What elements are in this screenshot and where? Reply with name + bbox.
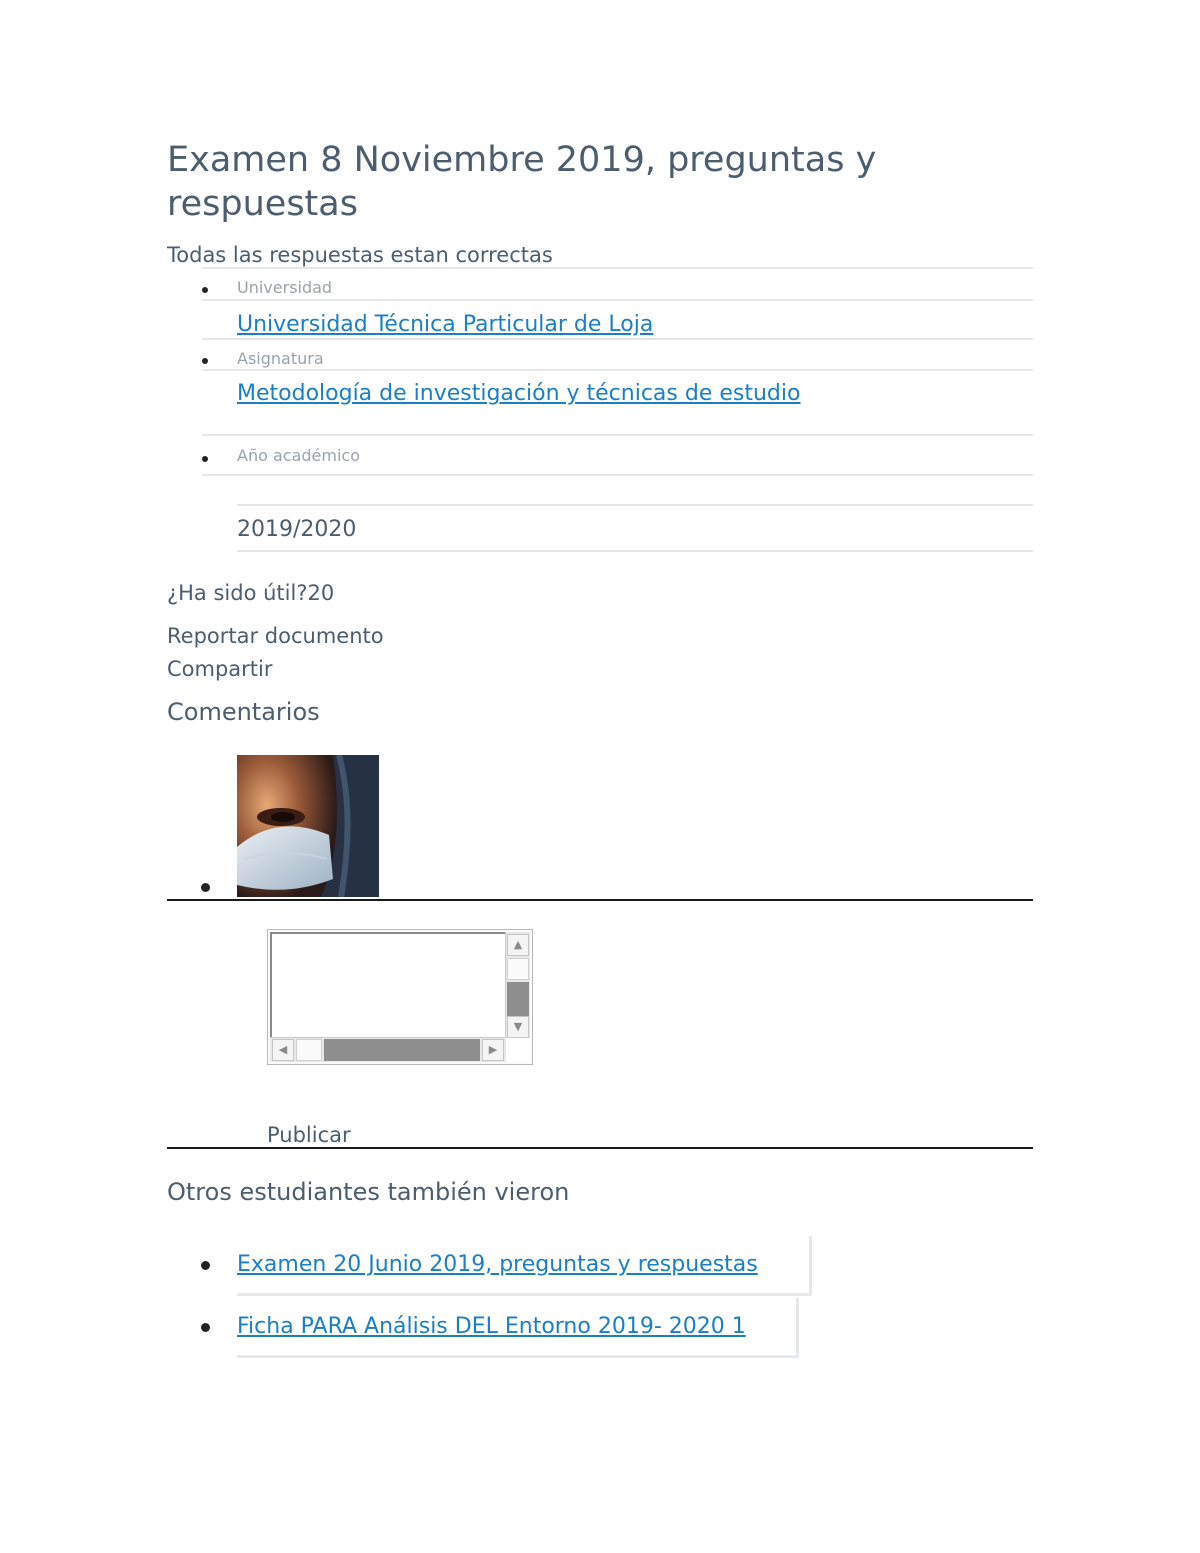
related-item-link[interactable]: Ficha PARA Análisis DEL Entorno 2019- 2020 1 [237, 1314, 746, 1339]
comment-input[interactable] [270, 932, 508, 1040]
publish-button[interactable]: Publicar [267, 1123, 351, 1147]
divider [202, 299, 1033, 301]
divider [202, 369, 1033, 371]
avatar-photo [237, 755, 379, 897]
course-link[interactable]: Metodología de investigación y técnicas de estudio [237, 381, 801, 406]
divider [167, 1147, 1033, 1149]
scroll-thumb[interactable] [507, 982, 529, 1016]
university-label: Universidad [237, 278, 333, 297]
divider [202, 338, 1033, 340]
divider [237, 504, 1033, 506]
scroll-thumb[interactable] [324, 1039, 480, 1061]
comments-heading: Comentarios [167, 698, 320, 726]
comment-textarea[interactable] [267, 929, 533, 1065]
scroll-down-icon[interactable]: ▼ [507, 1016, 529, 1038]
share-button[interactable]: Compartir [167, 657, 273, 681]
horizontal-scrollbar[interactable] [270, 1037, 506, 1062]
year-value: 2019/2020 [237, 517, 357, 542]
scroll-corner [506, 1038, 530, 1062]
list-bullet [202, 287, 208, 293]
helpful-button[interactable] [167, 579, 334, 607]
divider [237, 550, 1033, 552]
divider [167, 899, 1033, 901]
related-item-link[interactable]: Examen 20 Junio 2019, preguntas y respuestas [237, 1252, 758, 1277]
helpful-count: 20 [307, 581, 335, 605]
scroll-track[interactable] [296, 1039, 322, 1061]
divider [202, 434, 1033, 436]
document-description: Todas las respuestas estan correctas [167, 243, 553, 267]
scroll-right-icon[interactable]: ▶ [482, 1039, 504, 1061]
related-heading: Otros estudiantes también vieron [167, 1178, 570, 1206]
scroll-track[interactable] [507, 958, 529, 980]
document-title: Examen 8 Noviembre 2019, preguntas y respuestas [167, 140, 877, 224]
university-link[interactable]: Universidad Técnica Particular de Loja [237, 312, 654, 337]
divider [202, 267, 1033, 269]
helpful-label: ¿Ha sido útil? [167, 581, 308, 605]
course-label: Asignatura [237, 349, 324, 368]
divider [202, 474, 1033, 476]
scroll-left-icon[interactable]: ◀ [272, 1039, 294, 1061]
list-bullet [201, 883, 210, 892]
year-label: Año académico [237, 446, 360, 465]
list-bullet [202, 456, 208, 462]
list-bullet [201, 1323, 210, 1332]
vertical-scrollbar[interactable] [505, 932, 530, 1038]
scroll-up-icon[interactable]: ▲ [507, 934, 529, 956]
list-bullet [201, 1261, 210, 1270]
avatar [237, 755, 379, 897]
report-document-button[interactable]: Reportar documento [167, 624, 384, 648]
list-bullet [202, 358, 208, 364]
